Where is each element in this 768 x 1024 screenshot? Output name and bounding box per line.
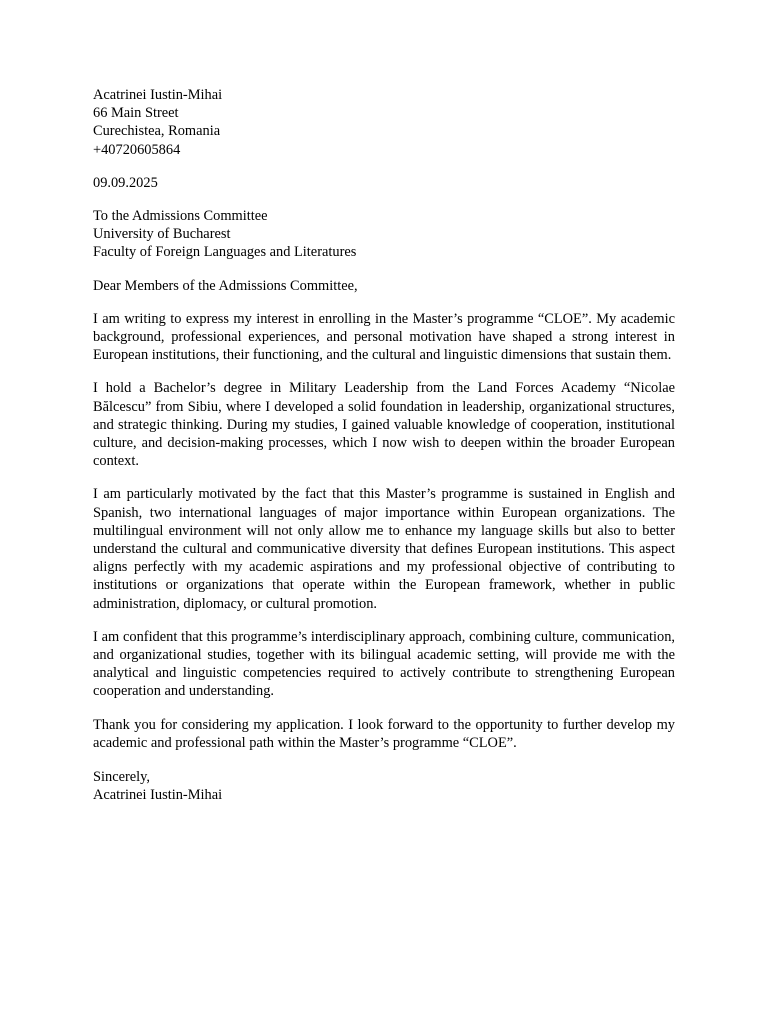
body-paragraph-thanks: Thank you for considering my application. I look forward to the opportunity to further develop my academic and professional path within the Master’s programme “CLOE”. [93,716,675,751]
sender-address-block [93,86,675,159]
letter-date: 09.09.2025 [93,174,158,191]
body-paragraph-intro: I am writing to express my interest in enrolling in the Master’s programme “CLOE”. My academic background, professional experiences, and personal motivation have shaped a strong interest in European institutions, their functioning, and the cultural and linguistic dimensions that sustain them. [93,310,675,364]
body-paragraph-motivation: I am particularly motivated by the fact that this Master’s programme is sustained in English and Spanish, two international languages of major importance within European organizations. The multilingual environment will not only allow me to enhance my language skills but also to better understand the cultural and communicative diversity that defines European institutions. This aspect aligns perfectly with my academic aspirations and my professional objective of contributing to institutions or organizations that operate within the European framework, whether in public administration, diplomacy, or cultural promotion. [93,486,675,612]
closing-block [93,768,675,804]
salutation: Dear Members of the Admissions Committee, [93,277,358,294]
recipient-line-university: University of Bucharest [93,226,231,243]
sender-street: 66 Main Street [93,105,179,122]
date-block [93,174,675,192]
recipient-line-committee: To the Admissions Committee [93,208,268,225]
sender-name: Acatrinei Iustin-Mihai [93,87,223,103]
sender-city: Curechistea, Romania [93,123,221,140]
body-paragraph-confidence: I am confident that this programme’s interdisciplinary approach, combining culture, communication, and organizational studies, together with its bilingual academic setting, will provide me with the analytical and linguistic competencies required to actively contribute to strengthening European cooperation and understanding. [93,628,675,700]
recipient-address-block [93,207,675,262]
signature-name: Acatrinei Iustin-Mihai [93,787,223,804]
salutation-block [93,277,675,295]
body-paragraph-education: I hold a Bachelor’s degree in Military Leadership from the Land Forces Academy “Nicolae Bălcescu” from Sibiu, where I developed a solid foundation in leadership, organizational structures, and strategic thinking. During my studies, I gained valuable knowledge of cooperation, institutional culture, and decision-making processes, which I now wish to deepen within the broader European context. [93,380,675,470]
recipient-line-faculty: Faculty of Foreign Languages and Literatures [93,244,357,261]
sender-phone: +40720605864 [93,141,181,158]
cover-letter [93,86,675,805]
valediction: Sincerely, [93,769,151,786]
